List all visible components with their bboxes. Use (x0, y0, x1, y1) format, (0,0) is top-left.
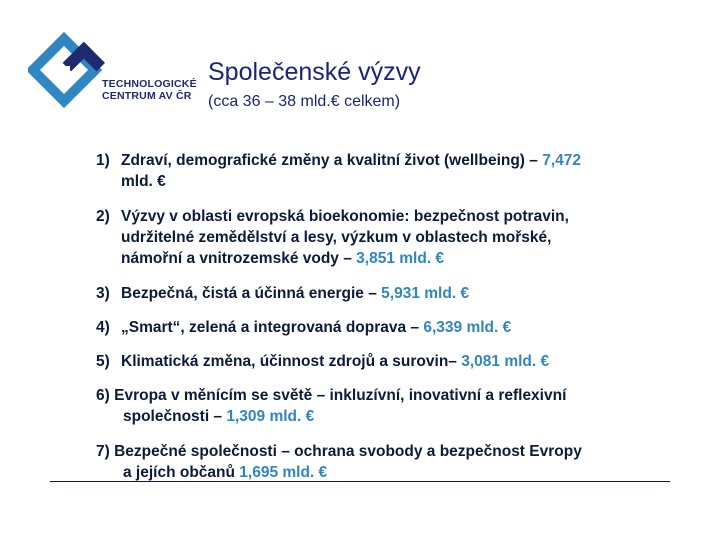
list-item (96, 150, 676, 192)
logo-text (102, 78, 197, 102)
logo-mark-icon (28, 26, 118, 116)
item-text: Klimatická změna, účinnost zdrojů a surovin– (121, 353, 462, 370)
logo-line-1: TECHNOLOGICKÉ (102, 78, 197, 90)
list-item (96, 283, 676, 304)
item-number: 3) (96, 285, 110, 302)
bottom-divider (50, 481, 670, 482)
item-number: 6) (96, 387, 110, 404)
item-text-with-amount (96, 462, 676, 483)
item-amount: 1,695 mld. € (239, 464, 328, 481)
item-text: Zdraví, demografické změny a kvalitní život (wellbeing) – (121, 152, 543, 169)
challenges-list (96, 150, 676, 483)
page-subtitle: (cca 36 – 38 mld.€ celkem) (208, 93, 401, 110)
item-amount: 3,851 mld. € (356, 250, 445, 267)
item-amount: 1,309 mld. € (226, 408, 315, 425)
item-text: „Smart“, zelená a integrovaná doprava – (121, 319, 424, 336)
item-text: námořní a vnitrozemské vody – (121, 250, 357, 267)
list-item (96, 206, 676, 269)
logo (28, 26, 197, 116)
logo-line-2: CENTRUM AV ČR (102, 90, 192, 102)
item-amount: 7,472 (542, 152, 581, 169)
item-number: 1) (96, 152, 110, 169)
list-item (96, 441, 676, 483)
item-text-with-amount (96, 248, 676, 269)
list-item (96, 317, 676, 338)
item-text: udržitelné zemědělství a lesy, výzkum v oblastech mořské, (121, 229, 552, 246)
item-number: 2) (96, 208, 110, 225)
item-number: 7) (96, 443, 110, 460)
item-number: 4) (96, 319, 110, 336)
item-amount: 3,081 mld. € (461, 353, 550, 370)
item-amount: 5,931 mld. € (381, 285, 470, 302)
item-text: Bezpečné společnosti – ochrana svobody a bezpečnost Evropy (114, 443, 582, 460)
item-text-with-amount (96, 406, 676, 427)
list-item (96, 351, 676, 372)
list-item (96, 385, 676, 427)
item-number: 5) (96, 353, 110, 370)
item-text: Výzvy v oblasti evropská bioekonomie: bezpečnost potravin, (121, 208, 569, 225)
item-amount-unit: mld. € (121, 173, 166, 190)
item-text: společnosti – (123, 408, 227, 425)
item-text: a jejích občanů (123, 464, 240, 481)
item-text: Bezpečná, čistá a účinná energie – (121, 285, 382, 302)
page-title: Společenské výzvy (208, 58, 421, 86)
item-amount: 6,339 mld. € (423, 319, 512, 336)
item-text: Evropa v měnícím se světě – inkluzívní, inovativní a reflexivní (114, 387, 567, 404)
